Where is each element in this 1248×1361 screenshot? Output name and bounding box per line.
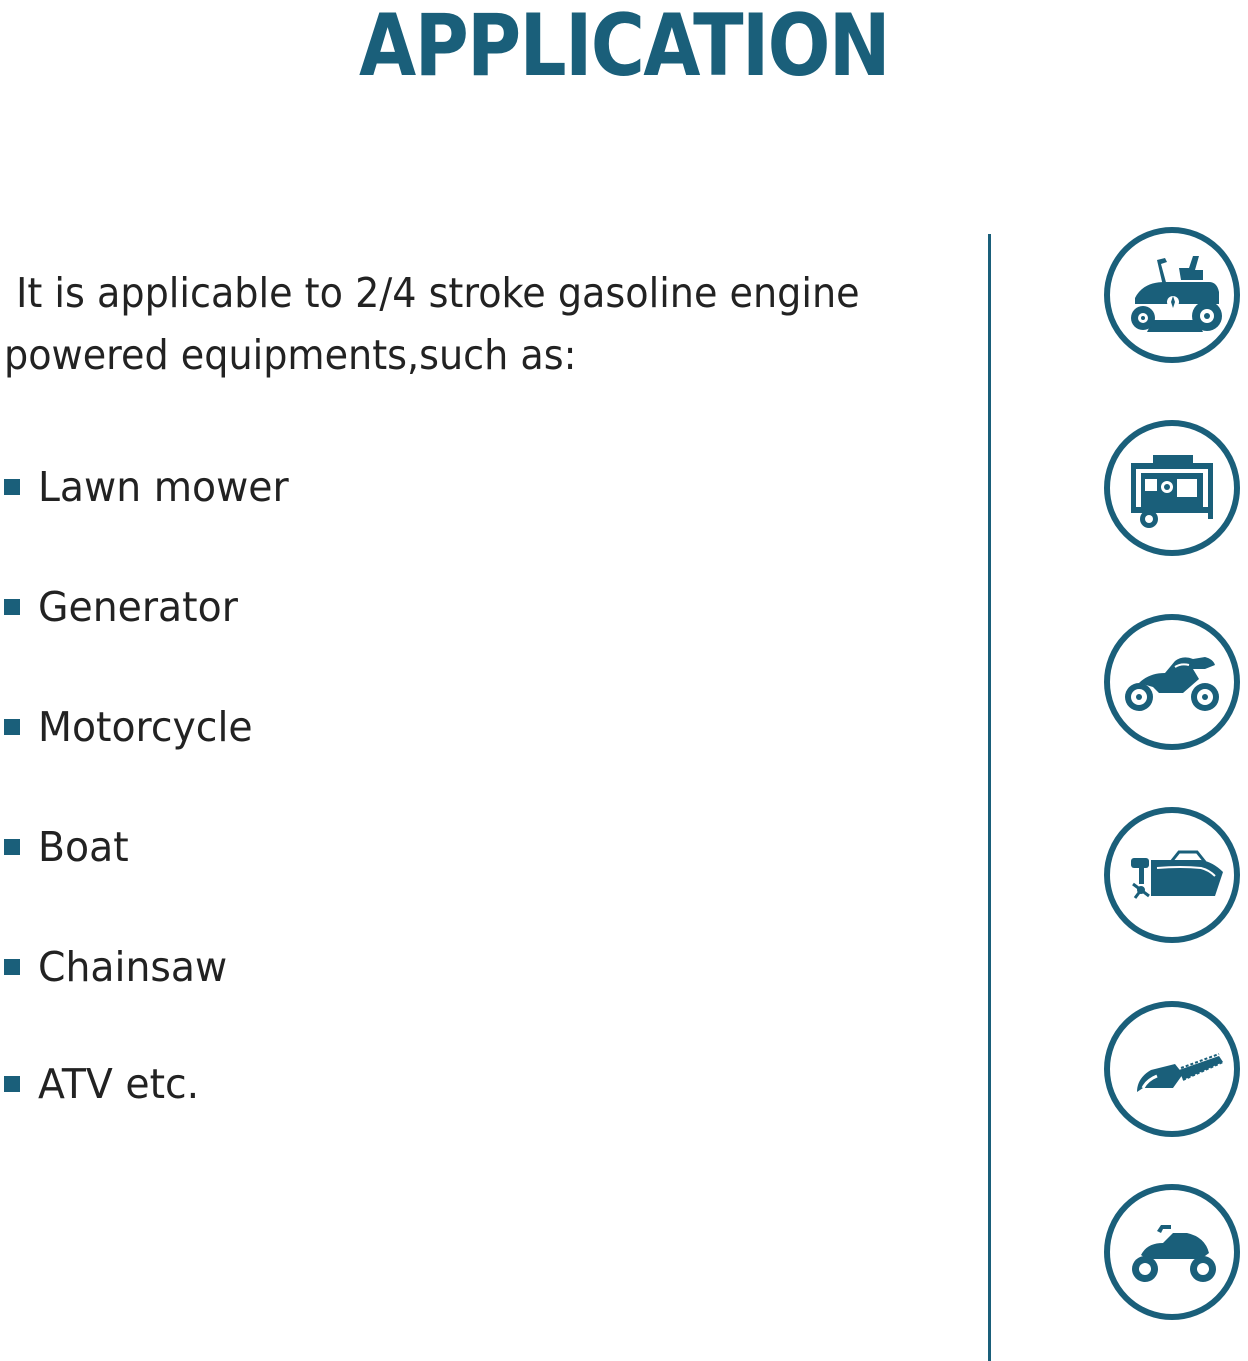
- vertical-divider: [988, 234, 991, 1361]
- list-item: [4, 817, 132, 877]
- bullet-square-icon: [4, 959, 20, 975]
- page-title: APPLICATION: [359, 0, 889, 96]
- list-item-label: Boat: [38, 823, 129, 871]
- bullet-square-icon: [4, 1076, 20, 1092]
- list-item-label: Chainsaw: [38, 943, 228, 991]
- generator-icon: [1104, 420, 1240, 556]
- atv-icon: [1104, 1184, 1240, 1320]
- list-item: [4, 937, 235, 997]
- bullet-square-icon: [4, 719, 20, 735]
- bullet-square-icon: [4, 839, 20, 855]
- list-item-label: Motorcycle: [38, 703, 253, 751]
- list-item-label: ATV etc.: [38, 1060, 200, 1108]
- list-item: [4, 697, 262, 757]
- list-item: [4, 1054, 206, 1114]
- intro-text: [4, 262, 906, 386]
- bullet-square-icon: [4, 599, 20, 615]
- lawn-mower-icon: [1104, 227, 1240, 363]
- list-item: [4, 457, 299, 517]
- chainsaw-icon: [1104, 1001, 1240, 1137]
- intro-line-2: powered equipments,such as:: [4, 331, 577, 379]
- boat-icon: [1104, 807, 1240, 943]
- motorcycle-icon: [1104, 614, 1240, 750]
- list-item-label: Lawn mower: [38, 463, 289, 511]
- list-item-label: Generator: [38, 583, 238, 631]
- intro-line-1: It is applicable to 2/4 stroke gasoline engine: [4, 269, 860, 317]
- bullet-square-icon: [4, 479, 20, 495]
- list-item: [4, 577, 246, 637]
